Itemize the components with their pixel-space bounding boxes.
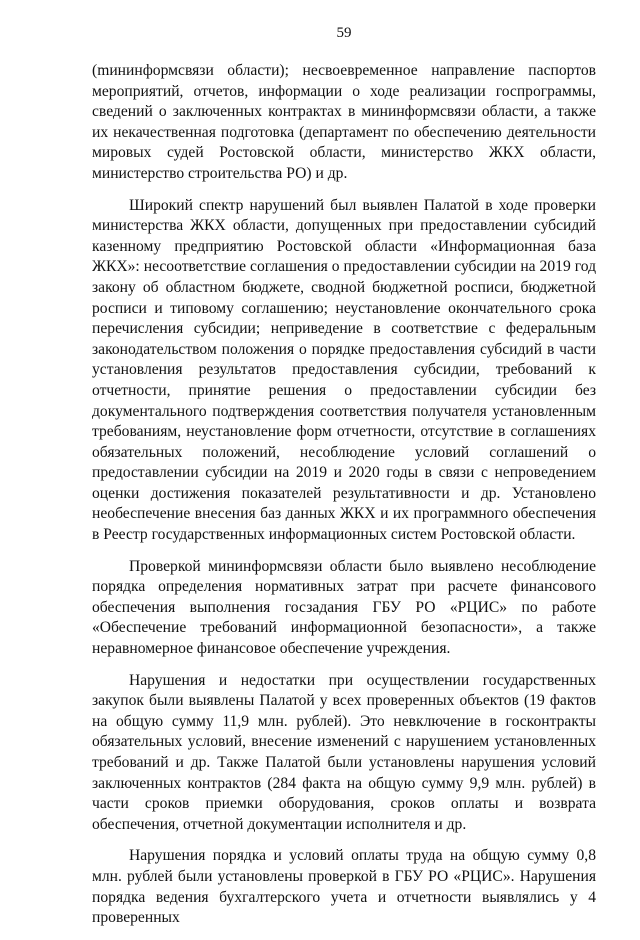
document-body — [92, 61, 596, 940]
paragraph-housing-ministry-violations: Широкий спектр нарушений был выявлен Палатой в ходе проверки министерства ЖКХ области, допущенных при предоставлении субсидий казенному предприятию Ростовской области «Информационная база ЖКХ»: несоответствие соглашения о предоставлении субсидии на 2019 год закону об областном бюджете, сводной бюджетной росписи, бюджетной росписи и типовому соглашению; неустановление окончательного срока перечисления субсидии; неприведение в соответствие с федеральным законодательством положения о порядке предоставления субсидий в части установления результатов предоставления субсидии, требований к отчетности, принятие решения о предоставлении субсидии без документального подтверждения соответствия получателя установленным требованиям, неустановление форм отчетности, отсутствие в соглашениях обязательных положений, несоблюдение условий соглашений о предоставлении субсидии на 2019 и 2020 годы в связи с непроведением оценки достижения показателей результативности и др. Установлено необеспечение внесения баз данных ЖКХ и их программного обеспечения в Реестр государственных информационных систем Ростовской области. — [92, 196, 596, 544]
page-number: 59 — [336, 25, 352, 41]
paragraph-procurement-violations: Нарушения и недостатки при осуществлении государственных закупок были выявлены Палатой у всех проверенных объектов (19 фактов на общую сумму 11,9 млн. рублей). Это невключение в госконтракты обязательных условий, внесение изменений с нарушением установленных требований и др. Также Палатой были установлены нарушения условий заключенных контрактов (284 факта на общую сумму 9,9 млн. рублей) в части сроков приемки оборудования, сроков оплаты и возврата обеспечения, отчетной документации исполнителя и др. — [92, 671, 596, 833]
paragraph-payroll-violations: Нарушения порядка и условий оплаты труда на общую сумму 0,8 млн. рублей были установлены проверкой в ГБУ РО «РЦИС». Нарушения порядка ведения бухгалтерского учета и отчетности выявлялись у 4 проверенных — [92, 847, 596, 927]
paragraph-mininformsvyaz-audit: Проверкой мининформсвязи области было выявлено несоблюдение порядка определения нормативных затрат при расчете финансового обеспечения выполнения госзадания ГБУ РО «РЦИС» по работе «Обеспечение требований информационной безопасности», а также неравномерное финансовое обеспечение учреждения. — [92, 557, 596, 658]
paragraph-continued: (mининформсвязи области); несвоевременное направление паспортов мероприятий, отчетов, информации о ходе реализации госпрограммы, сведений о заключенных контрактах в мининформсвязи области, а также их некачественная подготовка (департамент по обеспечению деятельности мировых судей Ростовской области, министерство ЖКХ области, министерство строительства РО) и др. — [92, 62, 596, 182]
